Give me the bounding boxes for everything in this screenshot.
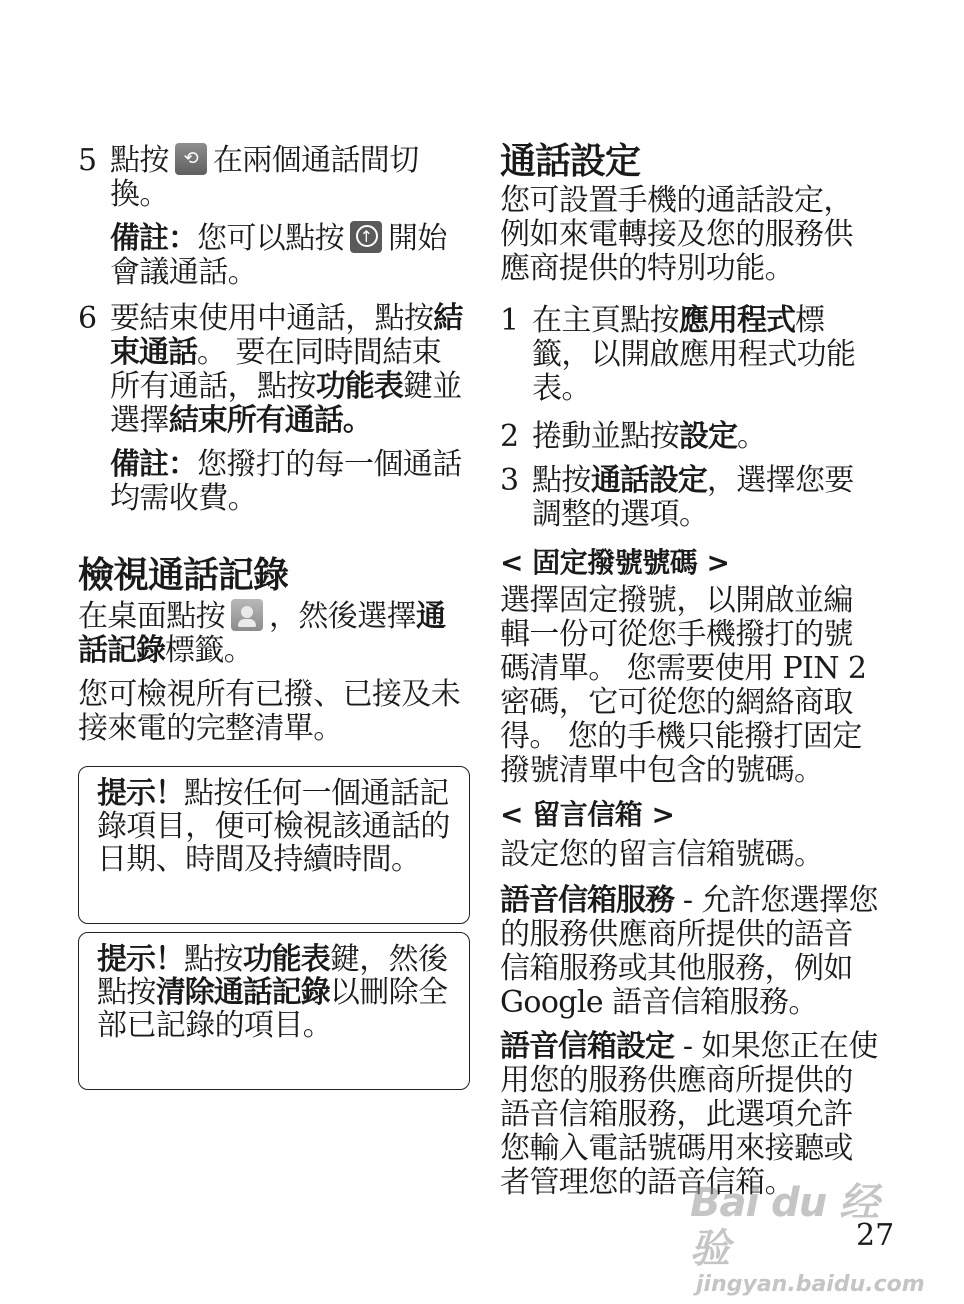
step-text-part: 在兩個通話間切換。 bbox=[110, 143, 419, 212]
note-conference bbox=[110, 222, 470, 290]
note-text-part: 您可以點按 bbox=[197, 221, 344, 256]
step-text bbox=[532, 420, 880, 454]
step-5 bbox=[78, 144, 470, 212]
step-text bbox=[532, 304, 880, 406]
step-text-part: 捲動並點按 bbox=[532, 419, 679, 454]
step-text bbox=[110, 302, 470, 438]
section-title-call-settings: 通話設定 bbox=[500, 141, 641, 182]
step-2 bbox=[500, 420, 880, 454]
tip-box-clear-log bbox=[78, 932, 470, 1090]
text-part: 在桌面點按 bbox=[78, 599, 225, 634]
text-part: ，然後選擇 bbox=[269, 599, 416, 634]
step-text-part: 。 bbox=[737, 419, 767, 454]
call-settings-term: 通話設定 bbox=[590, 463, 707, 498]
call-log-description: 您可檢視所有已撥、已接及未接來電的完整清單。 bbox=[78, 677, 461, 746]
call-swap-icon bbox=[175, 143, 207, 175]
menu-key-term: 功能表 bbox=[315, 369, 403, 404]
settings-term: 設定 bbox=[679, 419, 737, 454]
voicemail-settings bbox=[500, 1030, 880, 1200]
voicemail-text: 設定您的留言信箱號碼。 bbox=[500, 837, 824, 872]
step-text-part: 鍵並選擇 bbox=[110, 369, 462, 438]
left-column bbox=[78, 140, 470, 1090]
call-settings-intro: 您可設置手機的通話設定，例如來電轉接及您的服務供應商提供的特別功能。 bbox=[500, 183, 853, 286]
right-column bbox=[500, 140, 880, 1200]
step-1 bbox=[500, 304, 880, 406]
fixed-dialing-heading: < 固定撥號號碼 > bbox=[500, 546, 730, 579]
note-charges bbox=[110, 448, 470, 516]
voicemail-service-term: 語音信箱服務 bbox=[500, 883, 674, 918]
voicemail-heading: < 留言信箱 > bbox=[500, 798, 675, 831]
voicemail-service bbox=[500, 884, 880, 1020]
voicemail-service-description: - 允許您選擇您的服務供應商所提供的語音信箱服務或其他服務，例如 Google 語音信箱服務。 bbox=[500, 883, 878, 1020]
page-number: 27 bbox=[856, 1218, 895, 1253]
step-text bbox=[110, 144, 470, 212]
step-6 bbox=[78, 302, 470, 438]
clear-call-log-term: 清除通話記錄 bbox=[155, 975, 330, 1010]
step-text-part: 要結束使用中通話，點按 bbox=[110, 301, 434, 336]
menu-key-term: 功能表 bbox=[242, 942, 330, 977]
tip-text bbox=[97, 943, 451, 1042]
call-log-instructions bbox=[78, 600, 470, 668]
note-label: 備註： bbox=[110, 221, 197, 256]
tip-content: 鍵，然後點按 bbox=[97, 942, 448, 1010]
merge-calls-icon bbox=[350, 221, 382, 253]
contacts-icon bbox=[231, 599, 263, 631]
tip-content: 點按 bbox=[184, 942, 243, 977]
step-number: 3 bbox=[500, 463, 520, 498]
note-text: 您撥打的每一個通話均需收費。 bbox=[110, 447, 462, 516]
tip-content: 點按任何一個通話記錄項目，便可檢視該通話的日期、時間及持續時間。 bbox=[97, 776, 450, 877]
tip-content: 以刪除全部已記錄的項目。 bbox=[97, 975, 448, 1043]
note-text-part: 開始會議通話。 bbox=[110, 221, 447, 290]
voicemail-settings-description: - 如果您正在使用您的服務供應商所提供的語音信箱服務，此選項允許您輸入電話號碼用來接聽或者管理您的語音信箱。 bbox=[500, 1029, 878, 1200]
watermark-url: jingyan.baidu.com bbox=[696, 1272, 925, 1297]
note-label: 備註： bbox=[110, 447, 197, 482]
tip-label: 提示！ bbox=[97, 776, 184, 811]
text-part: 標籤。 bbox=[165, 633, 254, 668]
end-all-calls-term: 結束所有通話。 bbox=[168, 403, 372, 438]
step-3 bbox=[500, 464, 880, 532]
step-text bbox=[532, 464, 880, 532]
voicemail-settings-term: 語音信箱設定 bbox=[500, 1029, 674, 1064]
step-text-part: 標籤，以開啟應用程式功能表。 bbox=[532, 303, 856, 406]
tip-box-view-details bbox=[78, 766, 470, 924]
step-text-part: 在主頁點按 bbox=[532, 303, 679, 338]
step-number: 5 bbox=[78, 143, 98, 178]
step-number: 2 bbox=[500, 419, 520, 454]
section-title-call-log: 檢視通話記錄 bbox=[78, 555, 289, 596]
step-number: 1 bbox=[500, 303, 520, 338]
step-text-part: 。 要在同時間結束所有通話，點按 bbox=[110, 335, 442, 404]
tip-label: 提示！ bbox=[97, 942, 184, 977]
end-call-term: 結束通話 bbox=[110, 301, 463, 370]
step-number: 6 bbox=[78, 301, 98, 336]
watermark-logo: Bai du 经验 bbox=[690, 1180, 879, 1272]
applications-term: 應用程式 bbox=[679, 303, 795, 338]
step-text-part: 點按 bbox=[110, 143, 169, 178]
tip-text bbox=[97, 777, 451, 876]
call-log-term: 通話記錄 bbox=[78, 599, 445, 668]
fixed-dialing-text: 選擇固定撥號，以開啟並編輯一份可從您手機撥打的號碼清單。 您需要使用 PIN 2 密碼，它可從您的網絡商取得。 您的手機只能撥打固定撥號清單中包含的號碼。 bbox=[500, 583, 867, 788]
step-text-part: ，選擇您要調整的選項。 bbox=[532, 463, 854, 532]
step-text-part: 點按 bbox=[532, 463, 591, 498]
